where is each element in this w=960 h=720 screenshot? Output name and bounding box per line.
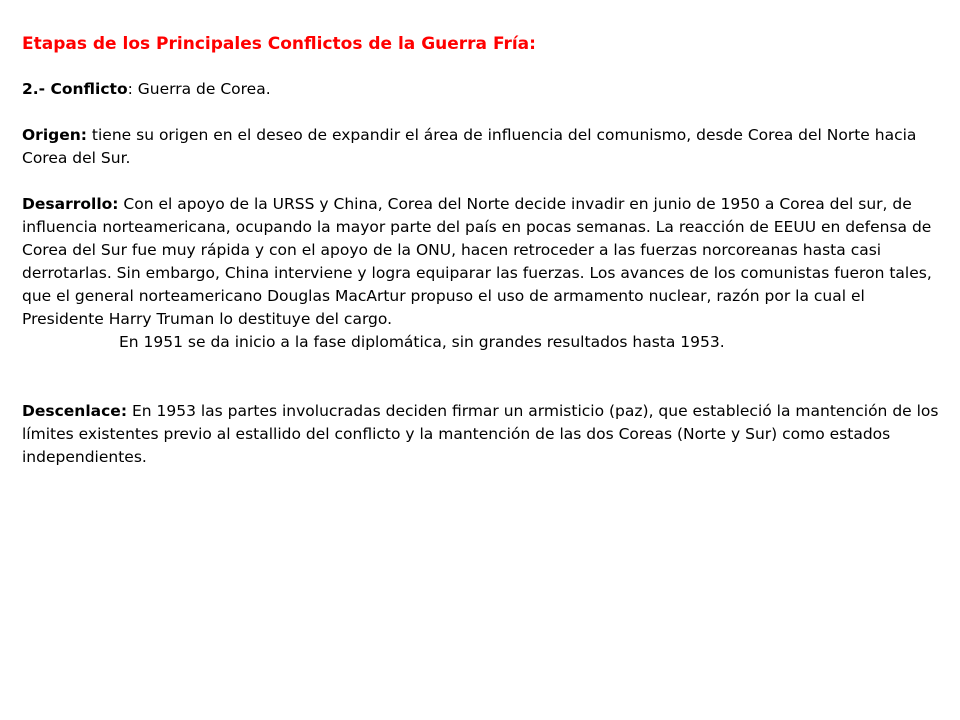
origin-text: tiene su origen en el deseo de expandir el área de influencia del comunismo, desde Corea del Norte hacia Corea del Sur.	[22, 126, 917, 167]
conflict-label: 2.- Conflicto	[22, 80, 128, 98]
slide-content	[22, 32, 942, 492]
origin-label: Origen:	[22, 126, 87, 144]
outcome-text: En 1953 las partes involucradas deciden firmar un armisticio (paz), que estableció la mantención de los límites existentes previo al estallido del conflicto y la mantención de las dos Coreas (Norte y Sur) como estados independientes.	[22, 402, 939, 466]
development-text: Con el apoyo de la URSS y China, Corea del Norte decide invadir en junio de 1950 a Corea del sur, de influencia norteamericana, ocupando la mayor parte del país en pocas semanas. La reacción de EEUU en defensa de Corea del Sur fue muy rápida y con el apoyo de la ONU, hacen retroceder a las fuerzas norcoreanas hasta casi derrotarlas. Sin embargo, China interviene y logra equiparar las fuerzas. Los avances de los comunistas fueron tales, que el general norteamericano Douglas MacArtur propuso el uso de armamento nuclear, razón por la cual el Presidente Harry Truman lo destituye del cargo.	[22, 195, 932, 328]
spacer	[22, 354, 942, 400]
outcome-label: Descenlace:	[22, 402, 128, 420]
conflict-text: : Guerra de Corea.	[127, 80, 271, 98]
outcome-paragraph	[22, 400, 942, 469]
development-paragraph	[22, 193, 942, 331]
slide-title: Etapas de los Principales Conflictos de la Guerra Fría:	[22, 34, 536, 54]
diplomatic-phase-line: En 1951 se da inicio a la fase diplomática, sin grandes resultados hasta 1953.	[119, 333, 725, 351]
development-label: Desarrollo:	[22, 195, 119, 213]
conflict-paragraph	[22, 78, 942, 101]
origin-paragraph	[22, 124, 942, 170]
